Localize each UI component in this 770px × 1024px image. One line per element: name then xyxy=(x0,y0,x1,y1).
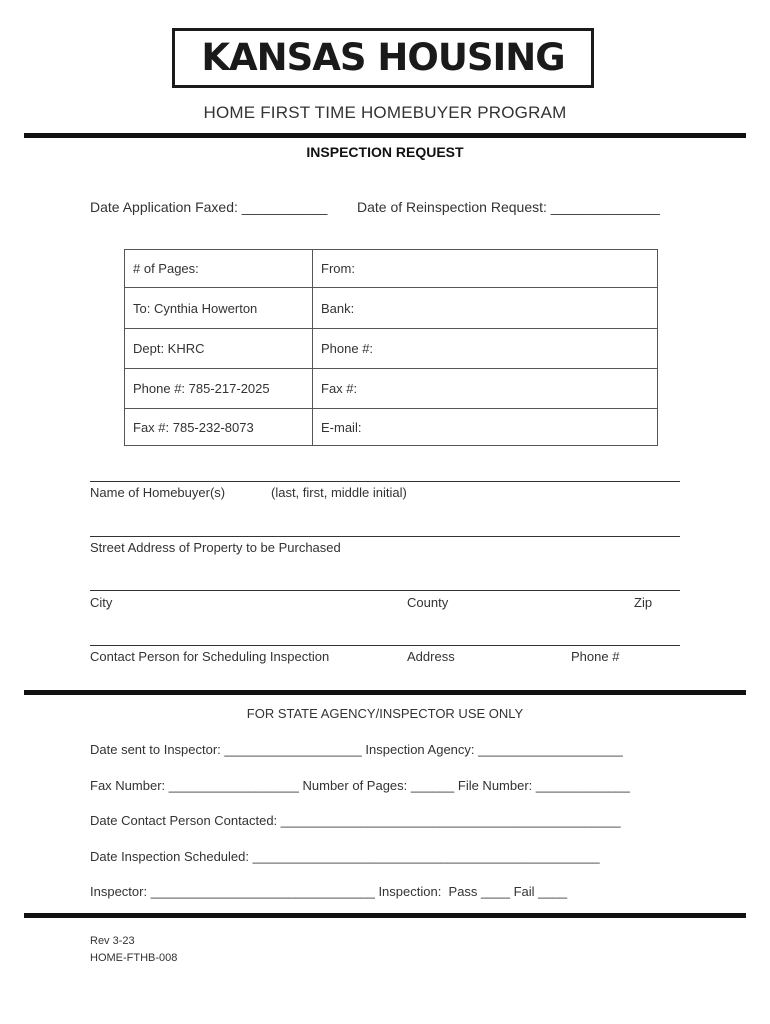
fax-number-line[interactable]: Fax Number: __________________ Number of Pages: ______ File Number: _____________ xyxy=(90,778,630,793)
dept-cell: Dept: KHRC xyxy=(125,329,313,369)
to-cell: To: Cynthia Howerton xyxy=(125,288,313,329)
page-title: INSPECTION REQUEST xyxy=(306,144,464,160)
bank-cell[interactable]: Bank: xyxy=(313,288,658,329)
date-application-faxed[interactable]: Date Application Faxed: ___________ xyxy=(90,199,328,215)
table-row xyxy=(125,288,658,329)
homebuyer-name-line[interactable] xyxy=(90,481,680,482)
address-label: Address xyxy=(407,649,455,664)
revision-label: Rev 3-23 xyxy=(90,935,135,947)
pages-cell[interactable]: # of Pages: xyxy=(125,250,313,288)
fax-cell[interactable]: Fax #: xyxy=(313,369,658,409)
table-row xyxy=(125,329,658,369)
date-contact-person-line[interactable]: Date Contact Person Contacted: _______________________________________________ xyxy=(90,813,621,828)
logo-text: KANSAS HOUSING xyxy=(201,36,565,79)
zip-label: Zip xyxy=(634,595,653,610)
phone-label: Phone # xyxy=(571,649,620,664)
phone-cell[interactable]: Phone #: xyxy=(313,329,658,369)
street-address-line[interactable] xyxy=(90,536,680,537)
khrc-phone-cell: Phone #: 785-217-2025 xyxy=(125,369,313,409)
date-reinspection-request[interactable]: Date of Reinspection Request: ______________ xyxy=(357,199,660,215)
contact-person-label: Contact Person for Scheduling Inspection xyxy=(90,649,330,664)
street-address-label: Street Address of Property to be Purchased xyxy=(90,540,341,555)
form-id-label: HOME-FTHB-008 xyxy=(90,952,178,964)
county-label: County xyxy=(407,595,449,610)
program-title: HOME FIRST TIME HOMEBUYER PROGRAM xyxy=(203,103,567,122)
table-row xyxy=(125,409,658,446)
khrc-fax-cell: Fax #: 785-232-8073 xyxy=(125,409,313,446)
homebuyer-name-label: Name of Homebuyer(s) xyxy=(90,485,226,500)
date-sent-inspector-line[interactable]: Date sent to Inspector: ___________________ Inspection Agency: ____________________ xyxy=(90,742,623,757)
date-inspection-scheduled-line[interactable]: Date Inspection Scheduled: ________________________________________________ xyxy=(90,849,600,864)
footer-divider xyxy=(24,913,746,918)
fax-info-table xyxy=(124,249,658,446)
table-row xyxy=(125,250,658,288)
homebuyer-name-hint: (last, first, middle initial) xyxy=(271,485,407,500)
header-divider xyxy=(24,133,746,138)
email-cell[interactable]: E-mail: xyxy=(313,409,658,446)
table-row xyxy=(125,369,658,409)
inspector-line[interactable]: Inspector: _______________________________ Inspection: Pass ____ Fail ____ xyxy=(90,884,568,899)
contact-person-line[interactable] xyxy=(90,645,680,646)
city-label: City xyxy=(90,595,113,610)
agency-section-heading: FOR STATE AGENCY/INSPECTOR USE ONLY xyxy=(246,706,524,721)
from-cell[interactable]: From: xyxy=(313,250,658,288)
agency-section-divider xyxy=(24,690,746,695)
city-county-zip-line[interactable] xyxy=(90,590,680,591)
